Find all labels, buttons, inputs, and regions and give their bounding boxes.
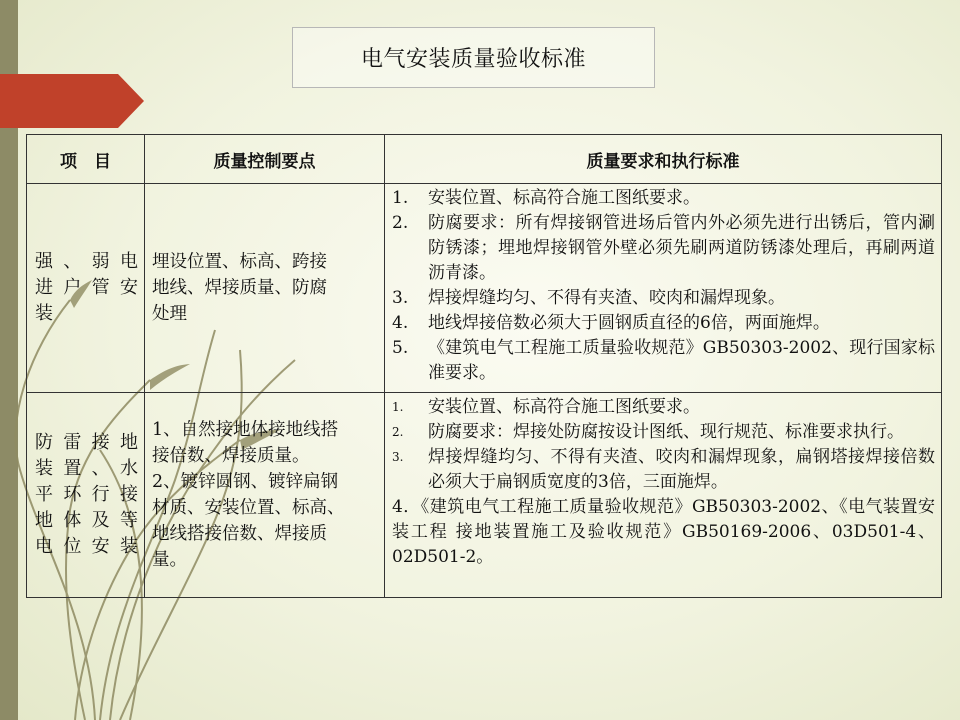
item-line: 进户管安 (35, 277, 138, 298)
requirement-item: 3. 焊接焊缝均匀、不得有夹渣、咬肉和漏焊现象，扁钢塔接焊接倍数必须大于扁钢质宽度的3倍，三面施焊。 (392, 447, 935, 492)
control-line: 处理 (152, 304, 187, 324)
row-item-cell (27, 184, 145, 393)
table-row (27, 184, 942, 393)
requirement-item: 4．《建筑电气工程施工质量验收规范》GB50303-2002、《电气装置安装工程 接地装置施工及验收规范》GB50169-2006、03D501-4、02D501-2。 (392, 497, 935, 567)
control-line: 1、自然接地体接地线搭 (152, 420, 339, 440)
control-line: 埋设位置、标高、跨接 (152, 252, 327, 272)
item-line: 装 (35, 303, 53, 324)
row-control-cell (145, 184, 385, 393)
row-requirements-cell (385, 184, 942, 393)
red-arrow-tab (0, 74, 144, 128)
item-line: 地体及等 (35, 510, 138, 531)
requirements-list (392, 395, 935, 570)
row-requirements-cell (385, 393, 942, 598)
requirement-item: 1. 安装位置、标高符合施工图纸要求。 (392, 188, 700, 208)
header-control-points: 质量控制要点 (145, 135, 385, 184)
requirement-item: 2. 防腐要求：所有焊接钢管进场后管内外必须先进行出锈后，管内涮防锈漆；埋地焊接钢管外壁必须先刷两道防锈漆处理后，再刷两道沥青漆。 (392, 213, 935, 283)
header-item: 项 目 (27, 135, 145, 184)
item-line: 强、弱电 (35, 251, 138, 272)
control-line: 地线搭接倍数、焊接质 (152, 524, 327, 544)
control-line: 接倍数、焊接质量。 (152, 446, 310, 466)
table-row (27, 393, 942, 598)
control-line: 量。 (152, 550, 187, 570)
table-header-row (27, 135, 942, 184)
requirement-item: 2. 防腐要求：焊接处防腐按设计图纸、现行规范、标准要求执行。 (392, 422, 904, 442)
slide-title: 电气安装质量验收标准 (360, 47, 586, 72)
slide-title-box (292, 27, 655, 88)
row-control-cell (145, 393, 385, 598)
requirements-list (392, 186, 935, 386)
requirement-item: 3. 焊接焊缝均匀、不得有夹渣、咬肉和漏焊现象。 (392, 288, 785, 308)
quality-standards-table (26, 134, 942, 598)
control-line: 材质、安装位置、标高、 (152, 498, 345, 518)
requirement-item: 1. 安装位置、标高符合施工图纸要求。 (392, 397, 700, 417)
item-line: 防雷接地 (35, 432, 138, 453)
item-line: 电位安装 (35, 536, 138, 557)
control-line: 2、镀锌圆钢、镀锌扁钢 (152, 472, 339, 492)
requirement-item: 4. 地线焊接倍数必须大于圆钢质直径的6倍，两面施焊。 (392, 313, 830, 333)
item-line: 装置、水 (35, 458, 138, 479)
control-line: 地线、焊接质量、防腐 (152, 278, 327, 298)
header-requirements: 质量要求和执行标准 (385, 135, 942, 184)
row-item-cell (27, 393, 145, 598)
requirement-item: 5. 《建筑电气工程施工质量验收规范》GB50303-2002、现行国家标准要求。 (392, 338, 935, 383)
item-line: 平环行接 (35, 484, 138, 505)
